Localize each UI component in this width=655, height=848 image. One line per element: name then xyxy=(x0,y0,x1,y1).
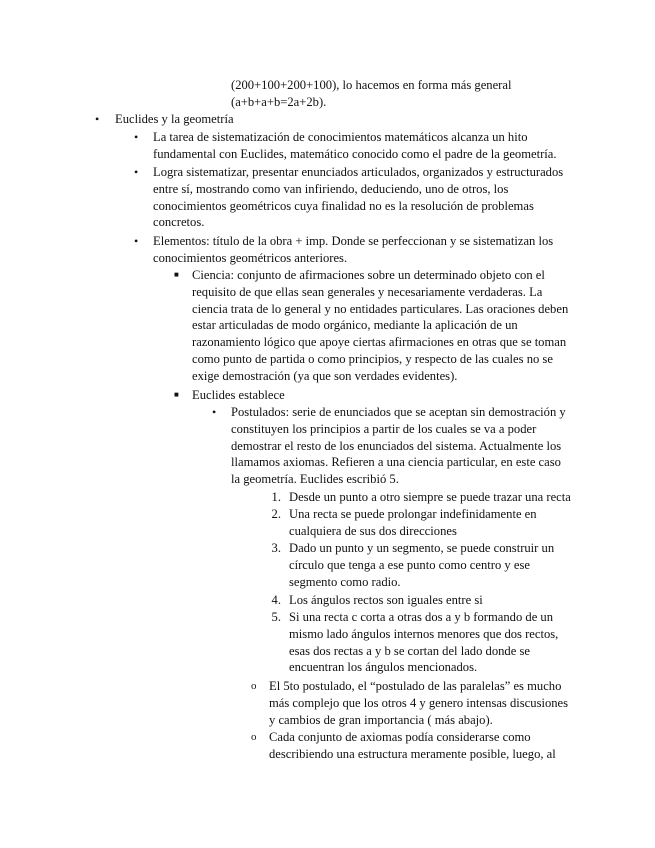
continuation-paragraph xyxy=(231,77,511,111)
text-line: Euclides establece xyxy=(192,388,285,402)
text-line: conocimientos geométricos cuya finalidad no es la resolución de problemas xyxy=(153,198,534,213)
text-line: como punto de partida o como principios, y respecto de las cuales no se xyxy=(192,351,553,366)
text-line: más complejo que los otros 4 y genero intensas discusiones xyxy=(269,695,569,710)
list-number: 3. xyxy=(271,541,281,555)
text-line: El 5to postulado, el “postulado de las paralelas” es mucho xyxy=(269,679,562,693)
text-line: (a+b+a+b=2a+2b). xyxy=(231,94,327,109)
bullet-circle: o xyxy=(251,731,257,743)
list-item xyxy=(192,387,285,404)
list-number: 4. xyxy=(271,593,281,607)
text-line: Cada conjunto de axiomas podía considerarse como xyxy=(269,730,531,744)
text-line: segmento como radio. xyxy=(289,574,401,589)
text-line: razonamiento lógico que apoye ciertas afirmaciones en otras que se toman xyxy=(192,335,567,350)
numbered-item xyxy=(289,592,483,609)
list-number: 1. xyxy=(271,490,281,504)
text-line: fundamental con Euclides, matemático conocido como el padre de la geometría. xyxy=(153,146,557,161)
numbered-item xyxy=(289,506,537,540)
bullet-dot: • xyxy=(212,405,217,419)
text-line: Postulados: serie de enunciados que se aceptan sin demostración y xyxy=(231,405,566,419)
text-line: (200+100+200+100), lo hacemos en forma más general xyxy=(231,78,512,92)
text-line: requisito de que ellas sean generales y necesariamente verdaderas. La xyxy=(192,284,543,299)
text-line: entre sí, mostrando como van infiriendo, deduciendo, uno de otros, los xyxy=(153,181,509,196)
numbered-item xyxy=(289,489,571,506)
numbered-item xyxy=(289,609,558,676)
bullet-dot: • xyxy=(134,234,139,248)
text-line: llamamos axiomas. Refieren a una ciencia particular, en este caso xyxy=(231,455,561,470)
bullet-dot: • xyxy=(134,130,139,144)
list-item xyxy=(269,678,568,728)
text-line: demostrar el resto de los enunciados del sistema. Actualmente los xyxy=(231,438,562,453)
list-number: 2. xyxy=(271,507,281,521)
bullet-square: ■ xyxy=(174,390,179,399)
list-item xyxy=(269,729,556,763)
text-line: exige demostración (ya que son verdades evidentes). xyxy=(192,368,458,383)
text-line: mismo lado ángulos internos menores que dos rectos, xyxy=(289,626,559,641)
text-line: constituyen los principios a partir de los cuales se va a poder xyxy=(231,421,537,436)
section-title xyxy=(115,111,234,128)
text-line: describiendo una estructura meramente posible, luego, al xyxy=(269,746,556,761)
list-item xyxy=(153,164,563,231)
list-item xyxy=(192,267,568,385)
text-line: La tarea de sistematización de conocimientos matemáticos alcanza un hito xyxy=(153,130,528,144)
bullet-circle: o xyxy=(251,680,257,692)
text-line: Si una recta c corta a otras dos a y b formando de un xyxy=(289,610,554,624)
text-line: Una recta se puede prolongar indefinidamente en xyxy=(289,507,537,521)
text-line: la geometría. Euclides escribió 5. xyxy=(231,472,399,487)
text-line: Logra sistematizar, presentar enunciados articulados, organizados y estructurados xyxy=(153,165,564,179)
text-line: Elementos: título de la obra + imp. Donde se perfeccionan y se sistematizan los xyxy=(153,234,554,248)
text-line: cualquiera de sus dos direcciones xyxy=(289,523,457,538)
text-line: Ciencia: conjunto de afirmaciones sobre un determinado objeto con el xyxy=(192,268,545,282)
text-line: conocimientos geométricos anteriores. xyxy=(153,250,348,265)
bullet-square: ■ xyxy=(174,270,179,279)
text-line: Dado un punto y un segmento, se puede construir un xyxy=(289,541,555,555)
text-line: concretos. xyxy=(153,215,205,230)
text-line: estar articuladas de modo orgánico, mediante la aplicación de un xyxy=(192,318,518,333)
text-line: Euclides y la geometría xyxy=(115,112,234,126)
list-item xyxy=(153,129,557,163)
text-line: Los ángulos rectos son iguales entre si xyxy=(289,593,483,607)
text-line: y cambios de gran importancia ( más abajo). xyxy=(269,712,493,727)
text-line: Desde un punto a otro siempre se puede trazar una recta xyxy=(289,490,571,504)
bullet-dot: • xyxy=(95,112,100,126)
list-item xyxy=(231,404,566,488)
text-line: círculo que tenga a ese punto como centro y ese xyxy=(289,557,530,572)
text-line: encuentran los ángulos mencionados. xyxy=(289,660,478,675)
numbered-item xyxy=(289,540,554,590)
text-line: ciencia trata de lo general y no entidades particulares. Las oraciones deben xyxy=(192,301,569,316)
list-item xyxy=(153,233,553,267)
text-line: esas dos rectas a y b se cortan del lado donde se xyxy=(289,643,530,658)
list-number: 5. xyxy=(271,610,281,624)
bullet-dot: • xyxy=(134,165,139,179)
